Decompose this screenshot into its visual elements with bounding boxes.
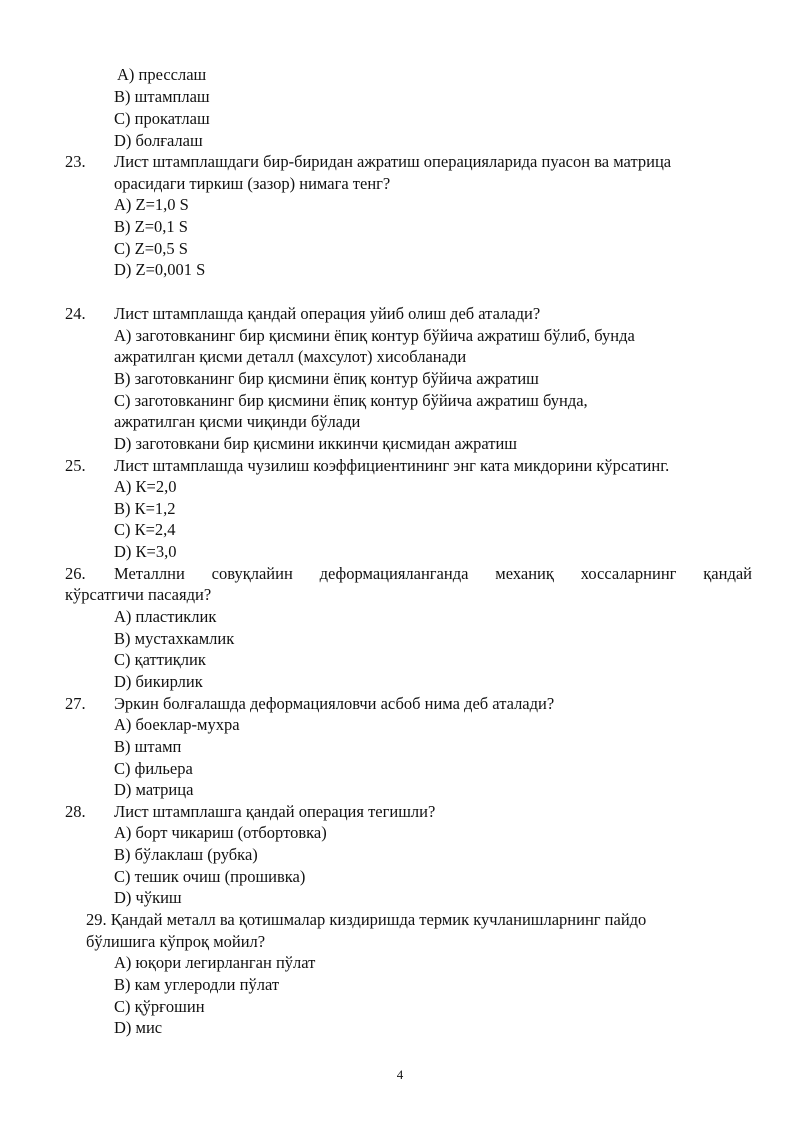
option-d: D) матрица [114,780,194,799]
option-d: D) Z=0,001 S [114,260,206,279]
question-text-continued: орасидаги тиркиш (зазор) нимага тенг? [114,174,391,193]
option-d: D) бикирлик [114,672,203,691]
option-d: D) чўкиш [114,888,182,907]
option-a: А) пластиклик [114,607,217,626]
option-c: С) заготовканинг бир қисмини ёпиқ контур бўйича ажратиш бунда, [114,391,588,410]
option-d: D) К=3,0 [114,542,177,561]
option-c: С) прокатлаш [114,109,210,128]
option-a-continued: ажратилган қисми деталл (махсулот) хисобланади [114,347,467,366]
question-text: Эркин болғалашда деформацияловчи асбоб нима деб аталади? [114,694,555,713]
option-a: А) юқори легирланган пўлат [114,953,316,972]
page-number: 4 [396,1067,404,1082]
option-b: В) заготовканинг бир қисмини ёпиқ контур бўйича ажратиш [114,369,539,388]
option-a: А) К=2,0 [114,477,177,496]
option-b: В) Z=0,1 S [114,217,188,236]
option-c: С) тешик очиш (прошивка) [114,867,306,886]
option-d: D) болғалаш [114,131,203,150]
option-c: С) фильера [114,759,193,778]
option-a: А) боеклар-мухра [114,715,240,734]
question-number: 28. [65,802,86,821]
option-c: С) Z=0,5 S [114,239,188,258]
question-text [114,563,752,585]
option-c: С) қўрғошин [114,997,205,1016]
question-word: механиқ [495,564,554,583]
question-number: 27. [65,694,86,713]
option-d: D) заготовкани бир қисмини иккинчи қисмидан ажратиш [114,434,518,453]
question-text-continued: бўлишига кўпроқ мойил? [86,932,266,951]
option-b: В) мустахкамлик [114,629,235,648]
question-text: Лист штамплашдаги бир-биридан ажратиш операцияларида пуасон ва матрица [114,152,672,171]
option-d: D) мис [114,1018,163,1037]
option-b: В) штамп [114,737,182,756]
question-word: деформацияланганда [319,564,469,583]
question-word: совуқлайин [211,564,293,583]
option-b: В) К=1,2 [114,499,176,518]
option-c-continued: ажратилган қисми чиқинди бўлади [114,412,361,431]
question-text-continued: кўрсатгичи пасаяди? [65,585,212,604]
option-c: С) қаттиқлик [114,650,206,669]
question-text: 29. Қандай металл ва қотишмалар киздиришда термик кучланишларнинг пайдо [86,910,647,929]
option-a: А) заготовканинг бир қисмини ёпиқ контур бўйича ажратиш бўлиб, бунда [114,326,635,345]
question-word: хоссаларнинг [580,564,677,583]
option-c: С) К=2,4 [114,520,176,539]
question-number: 26. [65,564,86,583]
option-b: В) штамплаш [114,87,210,106]
question-text: Лист штамплашга қандай операция тегишли? [114,802,436,821]
question-word: Металлни [114,564,185,583]
option-a: А) Z=1,0 S [114,195,189,214]
question-text: Лист штамплашда чузилиш коэффициентининг энг ката микдорини кўрсатинг. [114,456,670,475]
option-a: А) борт чикариш (отбортовка) [114,823,327,842]
option-a: А) пресслаш [117,65,207,84]
option-b: В) бўлаклаш (рубка) [114,845,258,864]
question-text: Лист штамплашда қандай операция уйиб олиш деб аталади? [114,304,541,323]
question-number: 25. [65,456,86,475]
option-b: В) кам углеродли пўлат [114,975,280,994]
question-word: қандай [703,564,752,583]
question-number: 23. [65,152,86,171]
question-number: 24. [65,304,86,323]
